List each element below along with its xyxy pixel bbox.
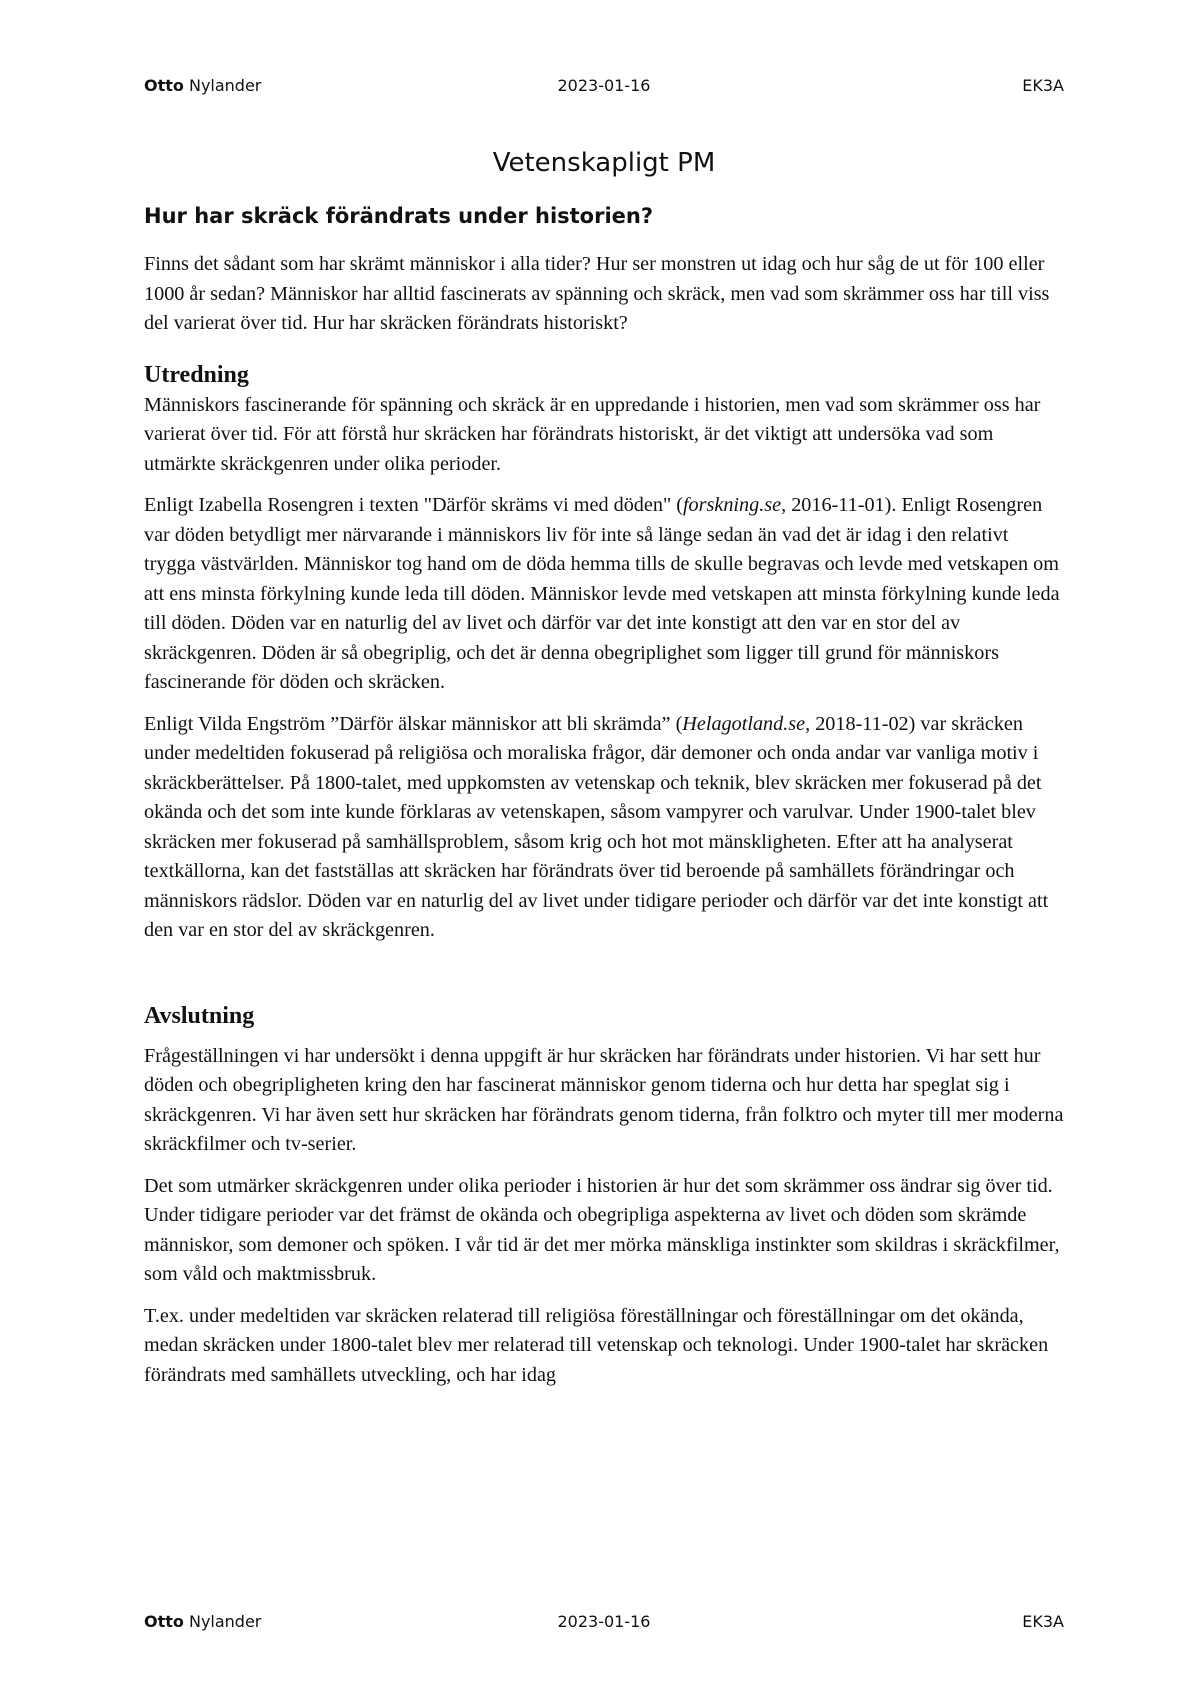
- header-author-last: Nylander: [183, 76, 262, 95]
- header-author-first: Otto: [144, 76, 184, 95]
- footer-class: EK3A: [1022, 1612, 1064, 1631]
- page-header: [144, 76, 1064, 100]
- source-forskning: forskning.se,: [682, 494, 787, 516]
- paragraph-2-text-end: 2016-11-01). Enligt Rosengren var döden betydligt mer närvarande i människors liv för inte så länge sedan än vad det är idag i den relativt trygga västvärlden. Människor tog hand om de döda hemma tills de skulle begravas och levde med vetskapen om att ens minsta förkylning kunde leda till döden. Människor levde med vetskapen att minsta förkylning kunde leda till döden. Döden var en naturlig del av livet och därför var det inte konstigt att den var en stor del av skräckgenren. Döden är så obegriplig, och det är denna obegriplighet som ligger till grund för människors fascinerande för döden och skräcken.: [144, 494, 1060, 693]
- document-title: Vetenskapligt PM: [492, 148, 716, 178]
- paragraph-3-text-end: 2018-11-02) var skräcken under medeltiden fokuserad på religiösa och moraliska frågor, där demoner och onda andar var vanliga motiv i skräckberättelser. På 1800-talet, med uppkomsten av vetenskap och teknik, blev skräcken mer fokuserad på det okända och det som inte kunde förklaras av vetenskapen, såsom vampyrer och varulvar. Under 1900-talet blev skräcken mer fokuserad på samhällsproblem, såsom krig och hot mot mänskligheten. Efter att ha analyserat textkällorna, kan det fastställas att skräcken har förändrats över tid beroende på samhällets förändringar och människors rädslor. Döden var en naturlig del av livet under tidigare perioder och därför var det inte konstigt att den var en stor del av skräckgenren.: [144, 712, 1049, 941]
- footer-date: 2023-01-16: [557, 1612, 651, 1631]
- utredning-paragraph-1: Människors fascinerande för spänning och skräck är en uppredande i historien, men vad som skrämmer oss har varierat över tid. För att förstå hur skräcken har förändrats historiskt, är det viktigt att undersöka vad som utmärkte skräckgenren under olika perioder.: [144, 393, 1041, 475]
- source-helagotland: Helagotland.se,: [682, 712, 811, 735]
- paragraph-3-text-start: Enligt Vilda Engström ”Därför älskar människor att bli skrämda” (: [144, 712, 683, 735]
- utredning-paragraph-2: [144, 491, 1064, 698]
- avslutning-paragraph-1: Frågeställningen vi har undersökt i denna uppgift är hur skräcken har förändrats under historien. Vi har sett hur döden och obegripligheten kring den har fascinerat människor genom tiderna och hur detta har speglat sig i skräckgenren. Vi har även sett hur skräcken har förändrats genom tiderna, från folktro och myter till mer moderna skräckfilmer och tv-serier.: [144, 1044, 1064, 1155]
- footer-author-last: Nylander: [183, 1612, 262, 1631]
- section-heading-utredning: Utredning: [144, 361, 249, 388]
- avslutning-paragraph-2: Det som utmärker skräckgenren under olika perioder i historien är hur det som skrämmer oss ändrar sig över tid. Under tidigare perioder var det främst de okända och obegripliga aspekterna av livet och döden som skrämde människor, som demoner och spöken. I vår tid är det mer mörka mänskliga instinkter som skildras i skräckfilmer, som våld och maktmissbruk.: [144, 1174, 1060, 1285]
- header-class: EK3A: [1022, 76, 1064, 95]
- page-footer: [144, 1612, 1064, 1636]
- document-body: [144, 148, 1064, 1402]
- section-heading-avslutning: Avslutning: [144, 1002, 255, 1029]
- intro-paragraph: Finns det sådant som har skrämt människor i alla tider? Hur ser monstren ut idag och hur såg de ut för 100 eller 1000 år sedan? Människor har alltid fascinerats av spänning och skräck, men vad som skrämmer oss har till viss del varierat över tid. Hur har skräcken förändrats historiskt?: [144, 253, 1050, 334]
- header-date: 2023-01-16: [557, 76, 651, 95]
- utredning-paragraph-3: [144, 710, 1064, 946]
- avslutning-paragraph-3: T.ex. under medeltiden var skräcken relaterad till religiösa föreställningar och föreställningar om det okända, medan skräcken under 1800-talet blev mer relaterad till vetenskap och teknologi. Under 1900-talet har skräcken förändrats med samhällets utveckling, och har idag: [144, 1304, 1049, 1386]
- research-question: Hur har skräck förändrats under historien?: [144, 204, 654, 228]
- paragraph-2-text-start: Enligt Izabella Rosengren i texten "Därför skräms vi med döden" (: [144, 494, 683, 516]
- footer-author-first: Otto: [144, 1612, 184, 1631]
